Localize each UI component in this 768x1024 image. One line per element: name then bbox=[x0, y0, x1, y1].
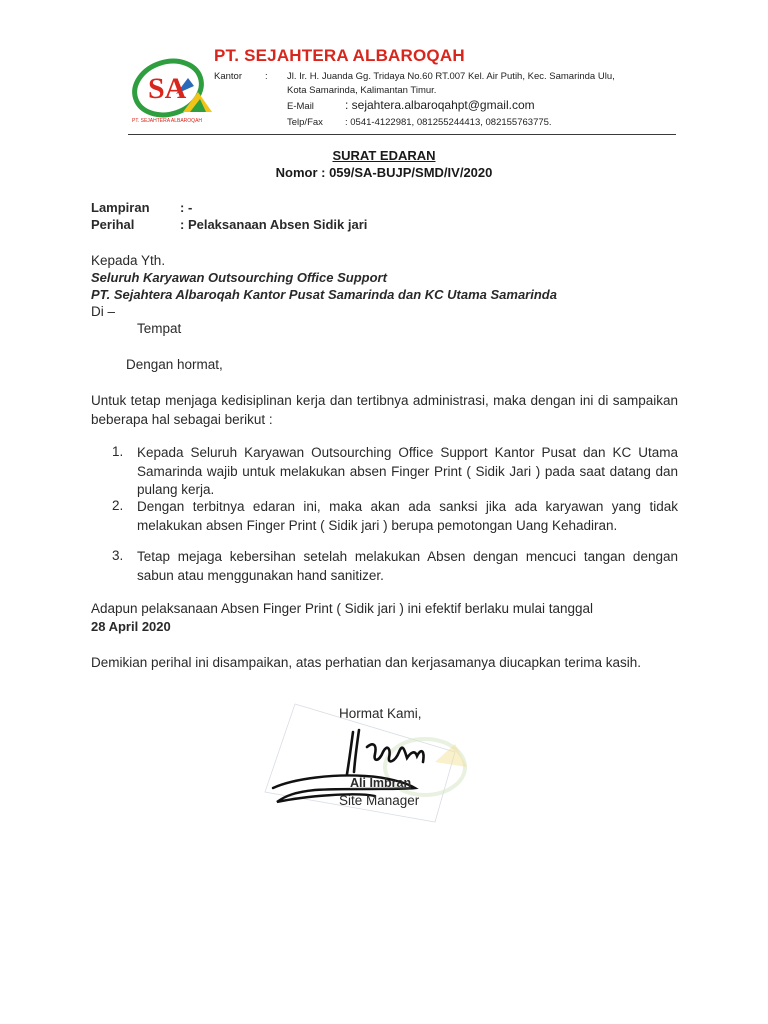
perihal-label: Perihal bbox=[91, 217, 135, 232]
recipient-tempat: Tempat bbox=[137, 321, 182, 336]
closing-paragraph: Demikian perihal ini disampaikan, atas perhatian dan kerjasamanya diucapkan terima kasih. bbox=[91, 655, 642, 670]
signoff-regards: Hormat Kami, bbox=[339, 706, 422, 721]
item-1-text: Kepada Seluruh Karyawan Outsourching Office Support Kantor Pusat dan KC Utama Samarinda wajib untuk melakukan absen Finger Print ( Sidik Jari ) pada saat datang dan pulang kerja. bbox=[137, 445, 678, 497]
document-heading bbox=[0, 148, 768, 163]
greeting: Dengan hormat, bbox=[126, 357, 223, 372]
recipient-di: Di – bbox=[91, 304, 116, 319]
phone-value: : 0541-4122981, 081255244413, 082155763775. bbox=[345, 117, 552, 128]
item-2-text: Dengan terbitnya edaran ini, maka akan ada sanksi jika ada karyawan yang tidak melakukan absen Finger Print ( Sidik jari ) berupa pemotongan Uang Kehadiran. bbox=[137, 499, 678, 533]
effective-text: Adapun pelaksanaan Absen Finger Print ( Sidik jari ) ini efektif berlaku mulai tanggal bbox=[91, 601, 594, 616]
office-label: Kantor bbox=[214, 71, 242, 82]
effective-date: 28 April 2020 bbox=[91, 619, 171, 634]
intro-paragraph: Untuk tetap menjaga kedisiplinan kerja dan tertibnya administrasi, maka dengan ini di sampaikan beberapa hal sebagai berikut : bbox=[91, 393, 678, 427]
item-1-number: 1. bbox=[112, 444, 124, 459]
office-address-line-1: Jl. Ir. H. Juanda Gg. Tridaya No.60 RT.007 Kel. Air Putih, Kec. Samarinda Ulu, bbox=[287, 71, 615, 82]
office-colon: : bbox=[265, 71, 268, 82]
logo-caption: PT. SEJAHTERA ALBAROQAH bbox=[132, 118, 203, 124]
lampiran-label: Lampiran bbox=[91, 200, 150, 215]
logo-letters: SA bbox=[148, 72, 187, 105]
email-value: : sejahtera.albaroqahpt@gmail.com bbox=[345, 98, 535, 112]
item-2-number: 2. bbox=[112, 498, 124, 513]
recipient-line-2: PT. Sejahtera Albaroqah Kantor Pusat Samarinda dan KC Utama Samarinda bbox=[91, 287, 557, 302]
item-3-number: 3. bbox=[112, 548, 124, 563]
letterhead-divider bbox=[128, 134, 676, 135]
company-name: PT. SEJAHTERA ALBAROQAH bbox=[214, 46, 465, 65]
signoff-position: Site Manager bbox=[339, 793, 420, 808]
lampiran-value: : - bbox=[180, 200, 193, 215]
signature-with-stamp bbox=[255, 692, 485, 832]
company-logo bbox=[128, 52, 218, 124]
recipient-kepada: Kepada Yth. bbox=[91, 253, 166, 268]
email-label: E-Mail bbox=[287, 101, 314, 112]
phone-label: Telp/Fax bbox=[287, 117, 323, 128]
recipient-line-1: Seluruh Karyawan Outsourching Office Support bbox=[91, 270, 387, 285]
perihal-value: : Pelaksanaan Absen Sidik jari bbox=[180, 217, 368, 232]
signoff-name: Ali Imbran bbox=[350, 776, 412, 790]
office-address-line-2: Kota Samarinda, Kalimantan Timur. bbox=[287, 85, 437, 96]
document-number: Nomor : 059/SA-BUJP/SMD/IV/2020 bbox=[275, 165, 493, 180]
document-heading-text: SURAT EDARAN bbox=[332, 148, 436, 163]
item-3-text: Tetap mejaga kebersihan setelah melakukan Absen dengan mencuci tangan dengan sabun atau menggunakan hand sanitizer. bbox=[137, 549, 678, 583]
